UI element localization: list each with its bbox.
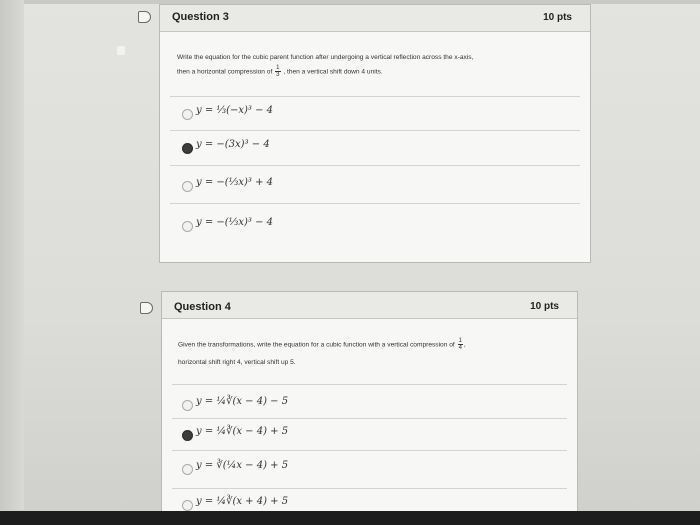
question-3-prompt bbox=[177, 51, 473, 79]
question-4-prompt-line1 bbox=[178, 338, 466, 352]
q3-answer-2-radio[interactable] bbox=[182, 143, 193, 154]
question-3-header bbox=[160, 5, 590, 32]
question-4-prompt bbox=[178, 338, 466, 370]
q4-answer-2-radio[interactable] bbox=[182, 430, 193, 441]
question-3-title: Question 3 bbox=[172, 11, 229, 23]
q4-answer-3-radio[interactable] bbox=[182, 464, 193, 475]
left-edge bbox=[0, 0, 24, 510]
bottom-bar bbox=[0, 511, 700, 525]
q3-answer-4-radio[interactable] bbox=[182, 221, 193, 232]
q3-answer-3-formula: y = −(⅓x)³ + 4 bbox=[196, 177, 274, 188]
fraction-one-fourth: $\frac{1}{4}$ bbox=[458, 338, 462, 351]
q4-answer-1-formula: y = ¼∛(x − 4) − 5 bbox=[196, 396, 289, 407]
divider bbox=[172, 488, 567, 489]
question-3-prompt-line2 bbox=[177, 65, 473, 79]
question-4-title: Question 4 bbox=[174, 301, 231, 313]
question-4-prompt-line2: horizontal shift right 4, vertical shift up 5. bbox=[178, 359, 296, 367]
divider bbox=[172, 384, 567, 385]
question-4-points: 10 pts bbox=[530, 301, 559, 312]
q3-answer-1-radio[interactable] bbox=[182, 109, 193, 120]
question-3-points: 10 pts bbox=[543, 12, 572, 23]
q4-answer-4-formula: y = ¼∛(x + 4) + 5 bbox=[196, 496, 289, 507]
prompt-text: Given the transformations, write the equation for a cubic function with a vertical compression of bbox=[178, 341, 455, 349]
cursor bbox=[117, 46, 125, 55]
question-3-prompt-line1: Write the equation for the cubic parent function after undergoing a vertical reflection across the x-axis, bbox=[177, 54, 474, 61]
prompt-text: , bbox=[463, 341, 466, 349]
divider bbox=[172, 450, 567, 451]
flag-question-3-icon[interactable] bbox=[138, 11, 151, 23]
q3-answer-3-radio[interactable] bbox=[182, 181, 193, 192]
question-4-card bbox=[161, 291, 578, 518]
q3-answer-2-formula: y = −(3x)³ − 4 bbox=[196, 139, 270, 150]
question-3-card bbox=[159, 4, 591, 263]
divider bbox=[170, 130, 580, 131]
fraction-one-third: $\frac{1}{3}$ bbox=[276, 65, 280, 78]
q4-answer-3-formula: y = ∛(¼x − 4) + 5 bbox=[196, 460, 289, 471]
divider bbox=[170, 203, 580, 204]
q3-answer-1-formula: y = ⅓(−x)³ − 4 bbox=[196, 105, 274, 116]
q4-answer-4-radio[interactable] bbox=[182, 500, 193, 511]
q3-answer-4-formula: y = −(⅓x)³ − 4 bbox=[196, 217, 274, 228]
prompt-text: then a horizontal compression of bbox=[177, 68, 273, 76]
flag-question-4-icon[interactable] bbox=[140, 302, 153, 314]
divider bbox=[170, 96, 580, 97]
q4-answer-1-radio[interactable] bbox=[182, 400, 193, 411]
divider bbox=[170, 165, 580, 166]
question-4-header bbox=[162, 292, 577, 319]
q4-answer-2-formula: y = ¼∛(x − 4) + 5 bbox=[196, 426, 289, 437]
prompt-text: , then a vertical shift down 4 units. bbox=[283, 68, 383, 76]
divider bbox=[172, 418, 567, 419]
